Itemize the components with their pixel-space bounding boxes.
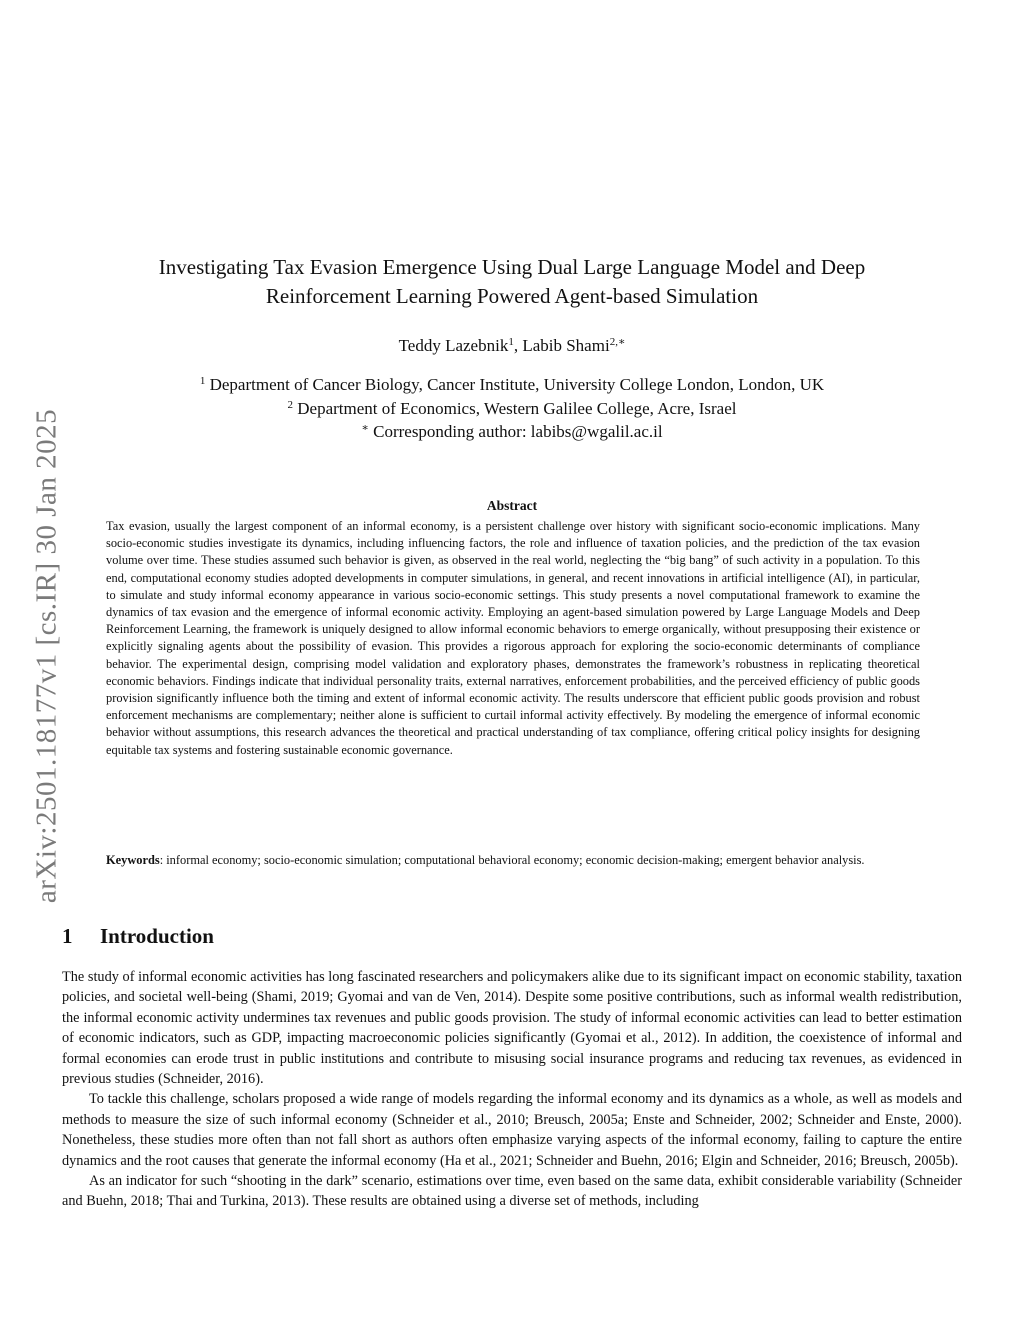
section-heading bbox=[62, 924, 214, 949]
corresponding-author bbox=[62, 420, 962, 444]
author-list: Teddy Lazebnik$^1$, Labib Shami$^{2,∗}$ bbox=[398, 336, 626, 355]
affiliation-text: Corresponding author: labibs@wgalil.ac.il bbox=[373, 422, 663, 441]
paper-title bbox=[62, 253, 962, 311]
affiliation bbox=[62, 397, 962, 421]
title-line: Reinforcement Learning Powered Agent-based Simulation bbox=[265, 284, 759, 308]
paragraph: To tackle this challenge, scholars proposed a wide range of models regarding the informal economy and its dynamics as a whole, as well as models and methods to measure the size of such informal economy (Schneider et al., 2010; Breusch, 2005a; Enste and Schneider, 2002; Schneider and Enste, 2000). Nonetheless, these studies more often than not fall short as authors often emphasize varying aspects of the informal economy, failing to capture the entire dynamics and the root causes that generate the informal economy (Ha et al., 2021; Schneider and Buehn, 2016; Elgin and Schneider, 2016; Breusch, 2005b). bbox=[62, 1091, 962, 1169]
keywords-text: : informal economy; socio-economic simulation; computational behavioral economy; economic decision-making; emergent behavior analysis. bbox=[159, 853, 865, 867]
author-name: Labib Shami bbox=[522, 336, 610, 355]
keywords-label: Keywords bbox=[106, 853, 160, 867]
abstract-text: Tax evasion, usually the largest component of an informal economy, is a persistent challenge over history with significant socio-economic implications. Many socio-economic studies investigate its dynamics, including influencing factors, the role and influence of taxation policies, and the prediction of the tax evasion volume over time. These studies assumed such behavior is given, as observed in the real world, neglecting the “big bang” of such activity in a population. To this end, computational economy studies adopted developments in computer simulations, in general, and recent innovations in artificial intelligence (AI), in particular, to simulate and study informal economy appearance in various socio-economic settings. This study presents a novel computational framework to examine the dynamics of tax evasion and the emergence of informal economic activity. Employing an agent-based simulation powered by Large Language Models and Deep Reinforcement Learning, the framework is uniquely designed to allow informal economic behaviors to emerge organically, without presupposing their existence or explicitly signaling agents about the possibility of evasion. This provides a rigorous approach for exploring the socio-economic determinants of compliance behavior. The experimental design, comprising model validation and exploratory phases, demonstrates the framework’s robustness in replicating theoretical economic behaviors. Findings indicate that individual personality traits, external narratives, enforcement probabilities, and the perceived efficiency of public goods provision significantly influence both the timing and extent of informal economic activity. The results underscore that efficient public goods provision and robust enforcement mechanisms are complementary; neither alone is sufficient to curtail informal activity effectively. By modeling the emergence of informal economic behavior without assumptions, this research advances the theoretical and practical understanding of tax compliance, offering critical policy insights for designing equitable tax systems and fostering sustainable economic governance. bbox=[106, 519, 920, 757]
keywords bbox=[106, 851, 920, 869]
author-affil-mark: 2,∗ bbox=[609, 336, 626, 348]
section-number: 1 bbox=[62, 924, 73, 948]
paragraph: As an indicator for such “shooting in the dark” scenario, estimations over time, even based on the same data, exhibit considerable variability (Schneider and Buehn, 2018; Thai and Turkina, 2013). These results are obtained using a diverse set of methods, including bbox=[62, 1173, 962, 1210]
section-title: Introduction bbox=[100, 924, 214, 948]
affiliation-text: Department of Cancer Biology, Cancer Institute, University College London, London, UK bbox=[209, 375, 825, 394]
abstract-heading: Abstract bbox=[486, 498, 538, 513]
affiliation-mark: 1 bbox=[199, 375, 206, 387]
affiliation-mark: 2 bbox=[287, 398, 294, 411]
affiliation bbox=[62, 373, 962, 397]
introduction-body bbox=[62, 967, 962, 1212]
arxiv-watermark: arXiv:2501.18177v1 [cs.IR] 30 Jan 2025 bbox=[30, 408, 63, 904]
affiliation-mark: ∗ bbox=[361, 422, 369, 434]
paragraph: The study of informal economic activities has long fascinated researchers and policymakers alike due to its significant impact on economic stability, taxation policies, and societal well-being (Shami, 2019; Gyomai and van de Ven, 2014). Despite some positive contributions, such as informal wealth redistribution, the informal economic activity undermines tax revenues and public goods provision. The study of informal economic activities can lead to better estimation of economic indicators, such as GDP, impacting macroeconomic policies significantly (Gyomai et al., 2012). In addition, the coexistence of informal and formal economies can erode trust in public institutions and contribute to misusing social insurance programs and reducing tax revenues, as evidenced in previous studies (Schneider, 2016). bbox=[62, 969, 962, 1088]
author-name: Teddy Lazebnik bbox=[398, 336, 509, 355]
affiliation-list bbox=[62, 373, 962, 444]
title-line: Investigating Tax Evasion Emergence Using Dual Large Language Model and Deep bbox=[158, 255, 866, 279]
affiliation-text: Department of Economics, Western Galilee College, Acre, Israel bbox=[297, 398, 737, 418]
author-affil-mark: 1 bbox=[508, 336, 514, 348]
